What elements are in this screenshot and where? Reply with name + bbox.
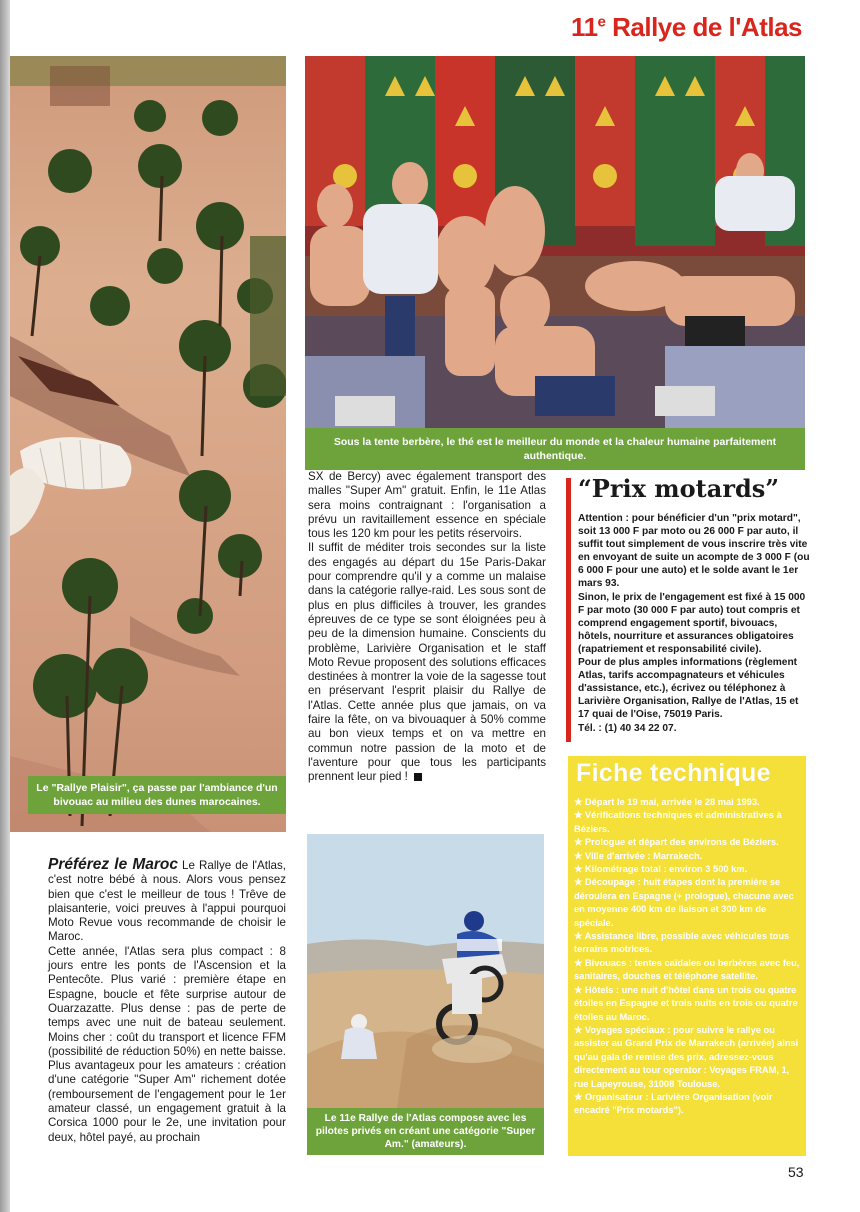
list-item: ★ Kilométrage total : environ 3 500 km. [574,863,802,876]
article-paragraph: SX de Bercy) avec également transport des malles "Super Am" gratuit. Enfin, le 11e Atlas sera moins contraignant : l'organisation a prévu un ravitaillement essence en spéciale tous les 120 km pour les petits réservoirs. [308,470,546,541]
motorbike-dunes-photo [307,834,544,1108]
prix-motards-text: Attention : pour bénéficier d'un "prix motard", soit 13 000 F par moto ou 26 000 F par auto, il suffit tout simplement de vous inscrire très vite en envoyant de suite un acompte de 3 000 F (ou 6 000 F pour une auto) et le solde avant le 1er mars 93. Sinon, le prix de l'engagement est fixé à 15 000 F par moto (30 000 F par auto) tout compris et comprend engagement sportif, bivouacs, hôtels, nourriture et assurances obligatoires (rapatriement et responsabilité civile). Pour de plus amples informations (règlement Atlas, tarifs accompagnateurs et véhicules d'assistance, etc.), écrivez ou téléphonez à Larivière Organisation, Rallye de l'Atlas, 15 et 17 quai de l'Oise, 75019 Paris. Tél. : (1) 40 34 22 07. [578,513,810,734]
desert-photo-caption: Le "Rallye Plaisir", ça passe par l'ambiance d'un bivouac au milieu des dunes marocaines. [28,776,286,814]
page-binding-edge [0,0,10,1212]
article-paragraph: Il suffit de méditer trois secondes sur la liste des engagés au départ du 15e Paris-Dakar pour comprendre qu'il y a comme un malaise dans la catégorie rallye-raid. Les sous sont de plus en plus difficiles à trouver, les grandes épreuves de ce type se sont éloignées peu à peu de la dimension humaine. Conscients du problème, Larivière Organisation et le staff Moto Revue proposent des solutions efficaces destinées à montrer la voie de la sagesse tout en préservant l'esprit plaisir du Rallye de l'Atlas. Cette année plus que jamais, on va faire la fête, on va bivouaquer à 50% comme au bon vieux temps et on va mettre en commun notre passion de la moto et de l'aventure pour que tous les participants prennent leur pied ! [308,541,546,784]
fiche-technique-list [574,796,802,1118]
list-item: ★ Départ le 19 mai, arrivée le 28 mai 1993. [574,796,802,809]
tent-photo-caption: Sous la tente berbère, le thé est le meilleur du monde et la chaleur humaine parfaitement authentique. [305,428,805,470]
desert-bivouac-photo [10,56,286,832]
article-paragraph: Préférez le Maroc Le Rallye de l'Atlas, c'est notre bébé à nous. Alors vous pensez bien que c'est le meilleur de tous ! Trêve de plaisanterie, voici preuves à l'appui pourquoi Moto Revue vous recommande de choisir le Maroc. [48,856,286,944]
berber-tent-photo [305,56,805,428]
list-item: ★ Organisateur : Larivière Organisation (voir encadré "Prix motards"). [574,1091,802,1118]
section-lead-title: Préférez le Maroc [48,856,179,873]
page-title: 11e Rallye de l'Atlas [571,12,802,42]
fiche-technique-box [568,756,806,1156]
list-item: ★ Ville d'arrivée : Marrakech. [574,850,802,863]
list-item: ★ Voyages spéciaux : pour suivre le rallye ou assister au Grand Prix de Marrakech (arrivée) ainsi qu'au gala de remise des prix, adressez-vous directement au tour operator : Voyages FRAM, 1, rue Lapeyrouse, 31008 Toulouse. [574,1024,802,1091]
article-paragraph: Cette année, l'Atlas sera plus compact : 8 jours entre les ponts de l'Ascension et la Pentecôte. Plus varié : première étape en Espagne, boucle et fête surprise autour de Ouarzazatte. Plus dense : pas de perte de temps avec une nuit de bateau seulement. Moins cher : coût du transport et licence FFM (possibilité de réduction 50%) en nette baisse. Plus avantageux pour les amateurs : création d'une catégorie "Super Am" richement dotée (remboursement de l'engagement pour le 1er amateur classé, un engagement gratuit à la Corsica 1000 pour le 2e, une invitation pour deux, hôtel payé, au prochain [48,944,286,1144]
list-item: ★ Prologue et départ des environs de Béziers. [574,836,802,849]
list-item: ★ Bivouacs : tentes caïdales ou berbères avec feu, sanitaires, douches et téléphone satellite. [574,957,802,984]
end-mark [414,773,422,781]
article-column-left [48,858,286,1145]
prix-motards-title: “Prix motards” [578,474,780,503]
list-item: ★ Hôtels : une nuit d'hôtel dans un trois ou quatre étoiles en Espagne et trois nuits en trois ou quatre étoiles au Maroc. [574,984,802,1024]
prix-accent-bar [566,478,571,742]
fiche-technique-title: Fiche technique [576,759,771,787]
moto-photo-caption: Le 11e Rallye de l'Atlas compose avec les pilotes privés en créant une catégorie "Super Am." (amateurs). [307,1108,544,1155]
list-item: ★ Vérifications techniques et administratives à Béziers. [574,809,802,836]
list-item: ★ Assistance libre, possible avec véhicules tous terrains motrices. [574,930,802,957]
list-item: ★ Découpage : huit étapes dont la première se déroulera en Espagne (+ prologue), chacune avec en moyenne 400 km de liaison et 300 km de spéciale. [574,876,802,930]
article-column-middle [308,470,546,785]
page-number: 53 [788,1164,804,1180]
